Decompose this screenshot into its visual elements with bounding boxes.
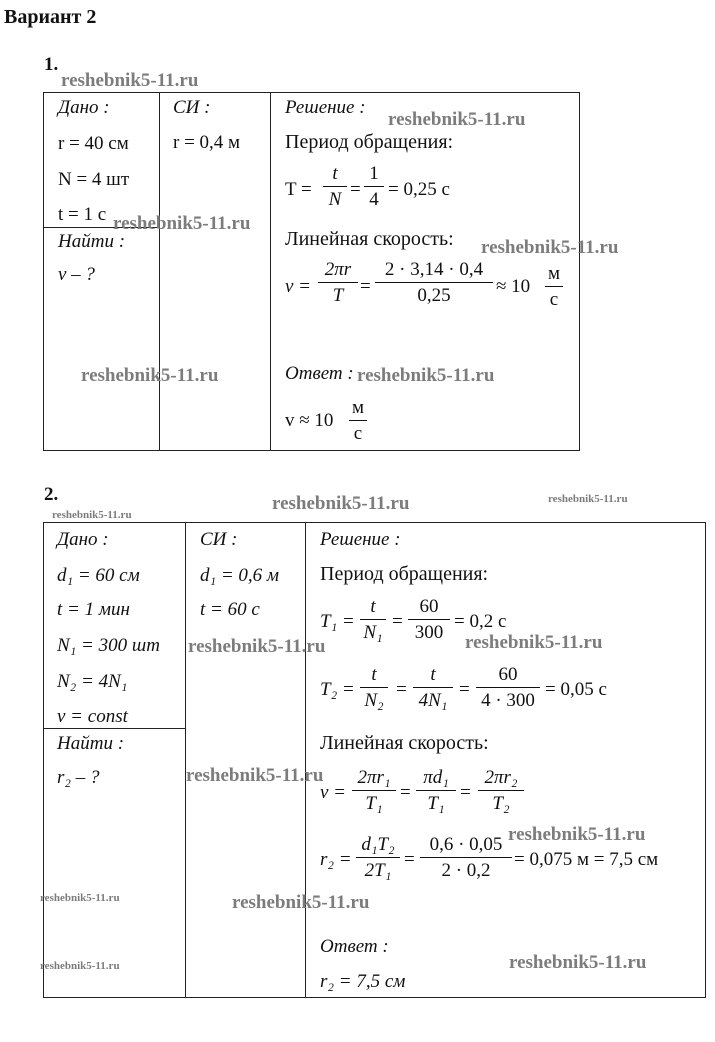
eq-rhs: = 0,075 м = 7,5 см bbox=[514, 849, 659, 870]
denominator: 4 · 300 bbox=[481, 690, 535, 711]
denominator: с bbox=[353, 423, 363, 444]
problem-2-divider-2 bbox=[305, 522, 306, 998]
page-title: Вариант 2 bbox=[4, 6, 97, 28]
denominator: N₂ bbox=[364, 690, 384, 711]
watermark: reshebnik5-11.ru bbox=[232, 892, 370, 913]
p1-period-label: Период обращения: bbox=[285, 131, 454, 153]
denominator: 2T₁ bbox=[364, 860, 392, 881]
p2-given-t: t = 1 мин bbox=[57, 599, 130, 620]
unit-fraction bbox=[349, 398, 367, 443]
fraction bbox=[360, 597, 386, 642]
numerator: 2πr₂ bbox=[484, 767, 518, 788]
watermark: reshebnik5-11.ru bbox=[465, 632, 603, 653]
problem-2-border bbox=[43, 522, 706, 998]
fraction bbox=[476, 665, 540, 710]
p1-given-n: N = 4 шт bbox=[58, 169, 130, 190]
watermark: reshebnik5-11.ru bbox=[81, 365, 219, 386]
fraction bbox=[413, 665, 453, 710]
p2-given-n1: N₁ = 300 шт bbox=[57, 635, 160, 656]
numerator: 0,6 · 0,05 bbox=[429, 834, 503, 855]
fraction bbox=[318, 260, 358, 305]
p2-si-d1: d₁ = 0,6 м bbox=[200, 565, 280, 586]
watermark: reshebnik5-11.ru bbox=[508, 824, 646, 845]
watermark: reshebnik5-11.ru bbox=[548, 493, 628, 505]
eq-rhs: = 0,05 с bbox=[545, 679, 607, 700]
denominator: N₁ bbox=[363, 622, 383, 643]
numerator: 2 · 3,14 · 0,4 bbox=[384, 259, 484, 280]
numerator: 2πr bbox=[324, 259, 352, 280]
numerator: 1 bbox=[369, 163, 379, 184]
fraction bbox=[420, 835, 512, 880]
numerator: 60 bbox=[419, 596, 439, 617]
p2-given-v: v = const bbox=[57, 706, 128, 727]
problem-2-number: 2. bbox=[44, 484, 59, 505]
p1-given-label: Дано : bbox=[58, 97, 110, 118]
p2-find-label: Найти : bbox=[57, 733, 125, 754]
numerator: t bbox=[370, 596, 376, 617]
p1-si-r: r = 0,4 м bbox=[173, 132, 241, 153]
denominator: 0,25 bbox=[417, 285, 451, 306]
fraction bbox=[360, 665, 388, 710]
numerator: 2πr₁ bbox=[357, 767, 391, 788]
denominator: с bbox=[549, 289, 559, 310]
p2-si-label: СИ : bbox=[200, 529, 238, 550]
p1-solution-label: Решение : bbox=[285, 97, 366, 118]
eq-lhs: T₁ = bbox=[320, 611, 355, 632]
p2-solution-label: Решение : bbox=[320, 529, 401, 550]
fraction bbox=[478, 768, 524, 813]
numerator: t bbox=[371, 664, 377, 685]
eq-lhs: v = bbox=[285, 276, 312, 297]
watermark: reshebnik5-11.ru bbox=[113, 213, 251, 234]
p2-given-d1: d₁ = 60 см bbox=[57, 565, 140, 586]
numerator: м bbox=[547, 263, 561, 284]
watermark: reshebnik5-11.ru bbox=[188, 636, 326, 657]
denominator: 4N₁ bbox=[418, 690, 448, 711]
eq-rhs: = 0,2 с bbox=[454, 611, 507, 632]
watermark: reshebnik5-11.ru bbox=[481, 237, 619, 258]
p1-given-t: t = 1 c bbox=[58, 204, 107, 225]
p1-find: v – ? bbox=[58, 264, 95, 285]
fraction bbox=[408, 597, 450, 642]
numerator: d₁T₂ bbox=[361, 834, 395, 855]
problem-2-divider-1 bbox=[185, 522, 186, 998]
denominator: T₁ bbox=[365, 793, 383, 814]
fraction bbox=[356, 835, 400, 880]
equals: = bbox=[460, 782, 471, 803]
denominator: 4 bbox=[369, 189, 379, 210]
numerator: πd₁ bbox=[423, 767, 449, 788]
denominator: T bbox=[332, 285, 344, 306]
equals: = bbox=[459, 679, 470, 700]
eq-lhs: r₂ = bbox=[320, 849, 352, 870]
equals: = bbox=[350, 179, 361, 200]
p2-si-t: t = 60 с bbox=[200, 599, 260, 620]
numerator: t bbox=[430, 664, 436, 685]
p2-find: r₂ – ? bbox=[57, 767, 100, 788]
problem-1-number: 1. bbox=[44, 54, 59, 75]
numerator: м bbox=[351, 397, 365, 418]
watermark: reshebnik5-11.ru bbox=[52, 509, 132, 521]
denominator: T₁ bbox=[427, 793, 445, 814]
numerator: t bbox=[332, 163, 338, 184]
watermark: reshebnik5-11.ru bbox=[40, 892, 120, 904]
fraction bbox=[375, 260, 493, 305]
eq-lhs: T = bbox=[285, 179, 312, 200]
watermark: reshebnik5-11.ru bbox=[61, 70, 199, 91]
p2-period-label: Период обращения: bbox=[320, 563, 489, 585]
fraction bbox=[364, 164, 384, 209]
equals: = bbox=[404, 849, 415, 870]
denominator: T₂ bbox=[492, 793, 510, 814]
watermark: reshebnik5-11.ru bbox=[388, 109, 526, 130]
p2-given-label: Дано : bbox=[57, 529, 109, 550]
p1-given-r: r = 40 см bbox=[58, 133, 129, 154]
watermark: reshebnik5-11.ru bbox=[40, 960, 120, 972]
equals: = bbox=[392, 611, 403, 632]
fraction bbox=[352, 768, 396, 813]
denominator: 2 · 0,2 bbox=[441, 860, 491, 881]
p2-answer-label: Ответ : bbox=[320, 936, 389, 957]
unit-fraction bbox=[545, 264, 563, 309]
problem-1-divider-1 bbox=[159, 92, 160, 451]
fraction bbox=[416, 768, 456, 813]
numerator: 60 bbox=[498, 664, 518, 685]
problem-2-given-divider bbox=[43, 728, 185, 729]
p1-speed-label: Линейная скорость: bbox=[285, 228, 454, 250]
eq-lhs: T₂ = bbox=[320, 679, 355, 700]
p2-answer: r₂ = 7,5 см bbox=[320, 971, 406, 992]
denominator: N bbox=[328, 189, 342, 210]
watermark: reshebnik5-11.ru bbox=[272, 493, 410, 514]
eq-rhs: = 0,25 с bbox=[388, 179, 450, 200]
answer-value: v ≈ 10 bbox=[285, 410, 334, 431]
problem-1-divider-2 bbox=[270, 92, 271, 451]
equals: = bbox=[360, 276, 371, 297]
watermark: reshebnik5-11.ru bbox=[357, 365, 495, 386]
fraction bbox=[323, 164, 347, 209]
p2-speed-label: Линейная скорость: bbox=[320, 732, 489, 754]
p1-si-label: СИ : bbox=[173, 97, 211, 118]
p2-given-n2: N₂ = 4N₁ bbox=[57, 671, 128, 692]
eq-lhs: v = bbox=[320, 782, 347, 803]
equals: = bbox=[396, 679, 407, 700]
p1-answer-label: Ответ : bbox=[285, 363, 354, 384]
eq-rhs: ≈ 10 bbox=[496, 276, 531, 297]
p1-find-label: Найти : bbox=[58, 231, 126, 252]
denominator: 300 bbox=[414, 622, 444, 643]
watermark: reshebnik5-11.ru bbox=[509, 952, 647, 973]
equals: = bbox=[400, 782, 411, 803]
watermark: reshebnik5-11.ru bbox=[186, 765, 324, 786]
